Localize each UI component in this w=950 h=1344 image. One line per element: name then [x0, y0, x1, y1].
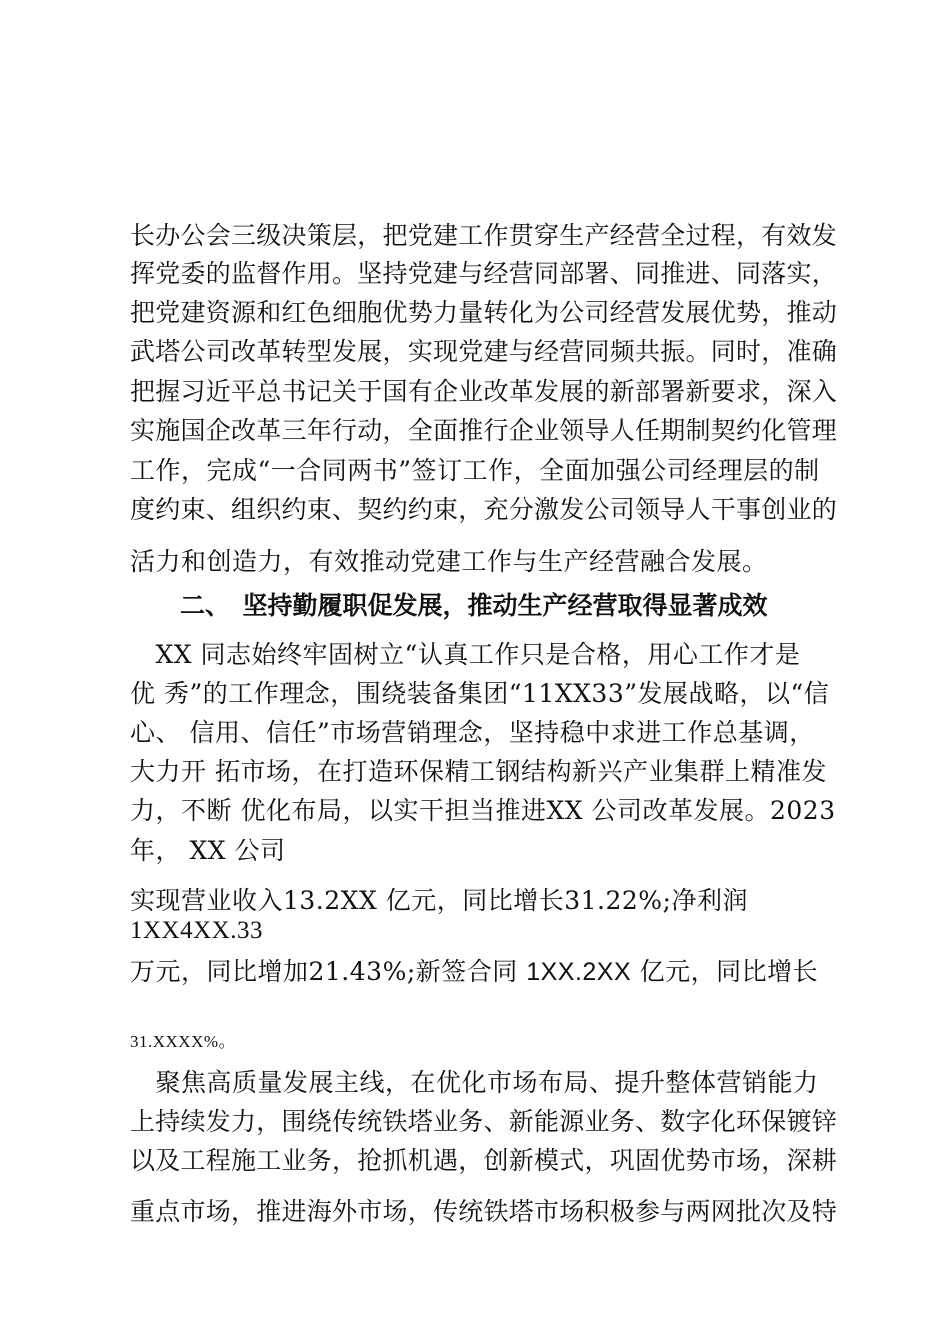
paragraph-1-line-5: 把握习近平总书记关于国有企业改革发展的新部署新要求，深入: [130, 377, 838, 406]
paragraph-1-line-1: 长办公会三级决策层，把党建工作贯穿生产经营全过程，有效发: [130, 221, 838, 250]
paragraph-1-line-3: 把党建资源和红色细胞优势力量转化为公司经营发展优势，推动: [130, 298, 838, 327]
paragraph-1-line-9: 活力和创造力，有效推动党建工作与生产经营融合发展。: [130, 547, 768, 576]
paragraph-3-line-3-part-b: 1XX.2XX: [526, 958, 632, 986]
paragraph-2-line-4: 大力开 拓市场，在打造环保精工钢结构新兴产业集群上精准发: [130, 757, 827, 786]
paragraph-1-line-8: 度约束、组织约束、契约约束，充分激发公司领导人干事创业的: [130, 495, 838, 524]
paragraph-2-line-5: 力，不断 优化布局，以实干担当推进XX 公司改革发展。2023: [130, 796, 836, 825]
paragraph-1-line-2: 挥党委的监督作用。坚持党建与经营同部署、同推进、同落实，: [130, 259, 838, 288]
paragraph-4-line-3: 以及工程施工业务，抢抓机遇，创新模式，巩固优势市场，深耕: [130, 1146, 838, 1175]
paragraph-2-line-3: 心、 信用、信任”市场营销理念，坚持稳中求进工作总基调，: [130, 718, 815, 747]
paragraph-2-line-2: 优 秀”的工作理念，围绕装备集团“11XX33”发展战略，以“信: [130, 679, 830, 708]
paragraph-1-line-7: 工作，完成“一合同两书”签订工作，全面加强公司经理层的制: [130, 456, 820, 485]
paragraph-3-line-3-part-a: 万元，同比增加21.43%;新签合同: [130, 957, 527, 986]
paragraph-4-line-2: 上持续发力，围绕传统铁塔业务、新能源业务、数字化环保镀锌: [130, 1107, 838, 1136]
paragraph-3-line-2: 1XX4XX.33: [130, 917, 263, 944]
paragraph-4-line-1: 聚焦高质量发展主线，在优化市场布局、提升整体营销能力: [130, 1068, 819, 1097]
paragraph-3-line-4: 31.XXXX%。: [130, 1032, 237, 1051]
paragraph-2-line-6: 年， XX 公司: [130, 836, 286, 865]
paragraph-1-line-4: 武塔公司改革转型发展，实现党建与经营同频共振。同时，准确: [130, 337, 838, 366]
section-heading: 二、 坚持勤履职促发展，推动生产经营取得显著成效: [180, 591, 768, 620]
paragraph-2-line-1: XX 同志始终牢固树立“认真工作只是合格，用心工作才是: [130, 640, 801, 669]
paragraph-4-line-4: 重点市场，推进海外市场，传统铁塔市场积极参与两网批次及特: [130, 1197, 838, 1226]
paragraph-3-line-3-part-c: 亿元，同比增长: [631, 957, 819, 986]
paragraph-1-line-6: 实施国企改革三年行动，全面推行企业领导人任期制契约化管理: [130, 416, 838, 445]
paragraph-3-line-3: [130, 955, 818, 989]
paragraph-3-line-1: 实现营业收入13.2XX 亿元，同比增长31.22%;净利润: [130, 886, 748, 915]
